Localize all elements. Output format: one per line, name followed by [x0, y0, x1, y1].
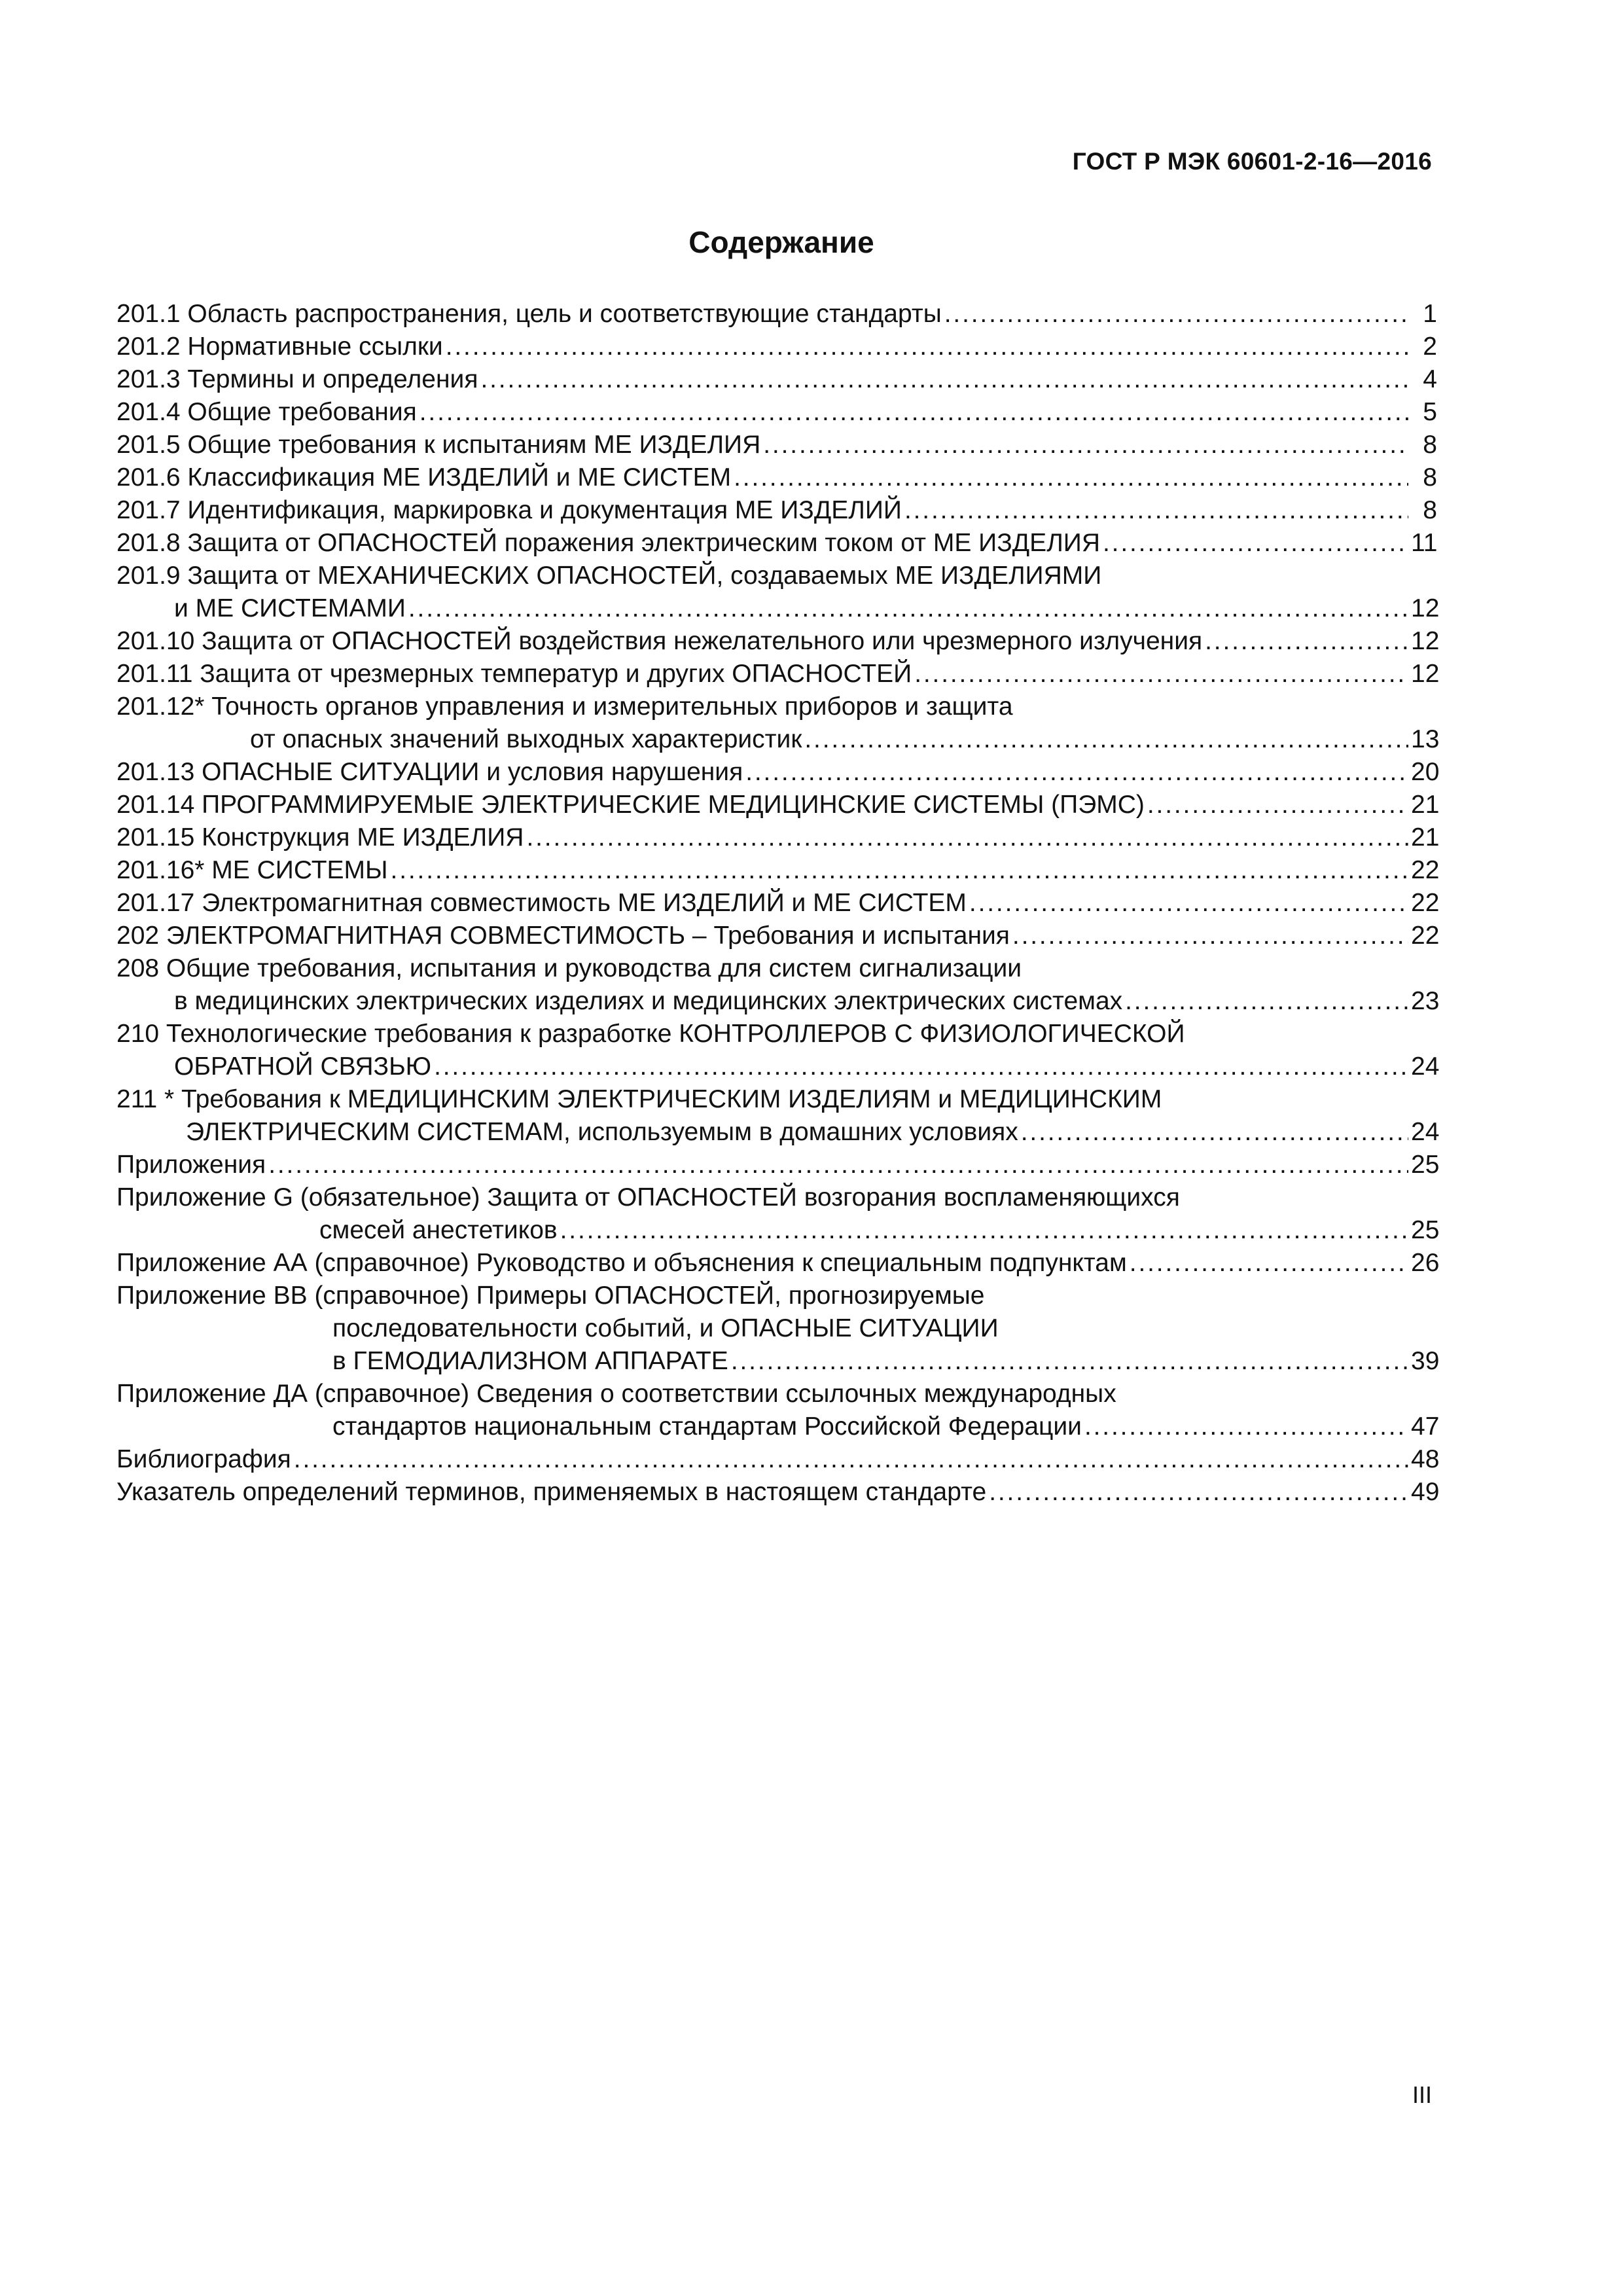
toc-entry-page: 39 — [1411, 1347, 1440, 1375]
toc-leader-dots — [268, 1149, 1408, 1181]
toc-leader-dots — [391, 854, 1408, 887]
toc-entry-page: 21 — [1411, 791, 1440, 819]
toc-leader-dots — [480, 363, 1408, 396]
toc-leader-dots — [1125, 985, 1408, 1018]
toc-entry-title: Указатель определений терминов, применяемых в настоящем стандарте — [116, 1478, 987, 1506]
toc-entry-title: 211 * Требования к МЕДИЦИНСКИМ ЭЛЕКТРИЧЕСКИМ ИЗДЕЛИЯМ и МЕДИЦИНСКИМ — [116, 1085, 1162, 1113]
toc-entry-line[interactable] — [116, 920, 1440, 952]
toc-entry-page: 5 — [1423, 398, 1437, 426]
toc-entry-line[interactable] — [116, 429, 1437, 461]
toc-entry-line[interactable] — [116, 363, 1437, 396]
toc-leader-dots — [434, 1050, 1408, 1083]
toc-entry-title: 208 Общие требования, испытания и руководства для систем сигнализации — [116, 954, 1022, 982]
toc-entry-page: 2 — [1423, 332, 1437, 361]
toc-leader-dots — [419, 396, 1408, 429]
toc-entry-title: Приложение G (обязательное) Защита от ОПАСНОСТЕЙ возгорания воспламеняющихся — [116, 1183, 1180, 1211]
toc-entry-line[interactable] — [116, 952, 1437, 985]
toc-entry-page: 23 — [1411, 987, 1440, 1015]
toc-leader-dots — [446, 331, 1408, 363]
toc-leader-dots — [294, 1443, 1408, 1476]
toc-leader-dots — [1130, 1247, 1408, 1280]
toc-entry-page: 25 — [1411, 1151, 1440, 1179]
toc-entry-line[interactable] — [116, 723, 1440, 756]
toc-entry-title: 201.15 Конструкция МЕ ИЗДЕЛИЯ — [116, 823, 524, 852]
toc-entry-line[interactable] — [116, 1378, 1437, 1410]
toc-leader-dots — [944, 298, 1408, 331]
toc-entry-line[interactable] — [116, 1345, 1440, 1378]
toc-entry-title: 201.5 Общие требования к испытаниям МЕ ИЗДЕЛИЯ — [116, 431, 761, 459]
table-of-contents — [116, 298, 1440, 1509]
toc-entry-title: 201.3 Термины и определения — [116, 365, 478, 393]
toc-entry-line[interactable] — [116, 691, 1437, 723]
toc-entry-line[interactable] — [116, 789, 1440, 821]
toc-entry-title: 201.10 Защита от ОПАСНОСТЕЙ воздействия нежелательного или чрезмерного излучения — [116, 627, 1203, 655]
document-code: ГОСТ Р МЭК 60601-2-16—2016 — [1072, 148, 1432, 175]
toc-leader-dots — [526, 821, 1408, 854]
toc-entry-title: 201.1 Область распространения, цель и соответствующие стандарты — [116, 300, 942, 328]
toc-entry-title: ЭЛЕКТРИЧЕСКИМ СИСТЕМАМ, используемым в домашних условиях — [186, 1118, 1018, 1146]
toc-entry-line[interactable] — [116, 1149, 1440, 1181]
toc-entry-title: ОБРАТНОЙ СВЯЗЬЮ — [174, 1052, 432, 1081]
toc-entry-page: 8 — [1423, 496, 1437, 524]
toc-entry-line[interactable] — [116, 658, 1440, 691]
toc-entry-page: 25 — [1411, 1216, 1440, 1244]
toc-leader-dots — [745, 756, 1408, 789]
toc-entry-page: 8 — [1423, 463, 1437, 492]
toc-entry-line[interactable] — [116, 1312, 1437, 1345]
toc-entry-title: 201.13 ОПАСНЫЕ СИТУАЦИИ и условия нарушения — [116, 758, 743, 786]
toc-entry-line[interactable] — [116, 854, 1440, 887]
toc-entry-line[interactable] — [116, 560, 1437, 592]
toc-entry-title: и МЕ СИСТЕМАМИ — [174, 594, 406, 622]
toc-entry-line[interactable] — [116, 1116, 1440, 1149]
toc-entry-page: 12 — [1411, 594, 1440, 622]
toc-entry-page: 20 — [1411, 758, 1440, 786]
toc-entry-title: Приложение АА (справочное) Руководство и объяснения к специальным подпунктам — [116, 1249, 1127, 1277]
toc-entry-line[interactable] — [116, 331, 1437, 363]
toc-entry-page: 8 — [1423, 431, 1437, 459]
toc-leader-dots — [1103, 527, 1408, 560]
toc-entry-page: 47 — [1411, 1412, 1440, 1441]
toc-leader-dots — [1084, 1410, 1408, 1443]
toc-entry-title: смесей анестетиков — [319, 1216, 558, 1244]
toc-entry-page: 26 — [1411, 1249, 1440, 1277]
toc-entry-title: 202 ЭЛЕКТРОМАГНИТНАЯ СОВМЕСТИМОСТЬ – Требования и испытания — [116, 922, 1010, 950]
toc-entry-page: 24 — [1411, 1052, 1440, 1081]
toc-entry-title: 201.12* Точность органов управления и измерительных приборов и защита — [116, 692, 1013, 721]
toc-entry-page: 12 — [1411, 627, 1440, 655]
toc-leader-dots — [904, 494, 1408, 527]
toc-entry-page: 24 — [1411, 1118, 1440, 1146]
toc-entry-line[interactable] — [116, 1214, 1440, 1247]
page-number: III — [1412, 2081, 1432, 2108]
toc-entry-page: 49 — [1411, 1478, 1440, 1506]
toc-entry-line[interactable] — [116, 1476, 1440, 1509]
toc-entry-line[interactable] — [116, 1280, 1437, 1312]
toc-entry-title: 201.8 Защита от ОПАСНОСТЕЙ поражения электрическим током от МЕ ИЗДЕЛИЯ — [116, 529, 1100, 557]
toc-entry-title: 201.2 Нормативные ссылки — [116, 332, 443, 361]
toc-leader-dots — [560, 1214, 1408, 1247]
toc-entry-line[interactable] — [116, 1247, 1440, 1280]
toc-entry-line[interactable] — [116, 461, 1437, 494]
toc-entry-title: 201.16* МЕ СИСТЕМЫ — [116, 856, 388, 884]
toc-entry-title: Приложение ДА (справочное) Сведения о соответствии ссылочных международных — [116, 1380, 1116, 1408]
toc-leader-dots — [408, 592, 1408, 625]
toc-entry-title: 201.11 Защита от чрезмерных температур и других ОПАСНОСТЕЙ — [116, 660, 912, 688]
toc-leader-dots — [989, 1476, 1408, 1509]
toc-entry-page: 21 — [1411, 823, 1440, 852]
toc-leader-dots — [1021, 1116, 1408, 1149]
toc-entry-line[interactable] — [116, 1410, 1440, 1443]
toc-entry-page: 12 — [1411, 660, 1440, 688]
toc-entry-page: 11 — [1411, 529, 1438, 557]
toc-entry-line[interactable] — [116, 1443, 1440, 1476]
toc-entry-line[interactable] — [116, 1083, 1437, 1116]
toc-entry-line[interactable] — [116, 592, 1440, 625]
toc-entry-title: 210 Технологические требования к разработке КОНТРОЛЛЕРОВ С ФИЗИОЛОГИЧЕСКОЙ — [116, 1020, 1185, 1048]
page-title: Содержание — [688, 225, 874, 259]
toc-leader-dots — [731, 1345, 1408, 1378]
toc-entry-title: Приложение ВВ (справочное) Примеры ОПАСНОСТЕЙ, прогнозируемые — [116, 1282, 985, 1310]
toc-entry-line[interactable] — [116, 985, 1440, 1018]
toc-entry-page: 22 — [1411, 889, 1440, 917]
toc-leader-dots — [804, 723, 1408, 756]
toc-entry-line[interactable] — [116, 1181, 1437, 1214]
toc-entry-title: 201.7 Идентификация, маркировка и документация МЕ ИЗДЕЛИЙ — [116, 496, 902, 524]
toc-entry-page: 13 — [1411, 725, 1440, 753]
toc-entry-title: в ГЕМОДИАЛИЗНОМ АППАРАТЕ — [332, 1347, 728, 1375]
toc-entry-title: Библиография — [116, 1445, 291, 1473]
toc-entry-title: Приложения — [116, 1151, 266, 1179]
toc-entry-line[interactable] — [116, 887, 1440, 920]
toc-entry-page: 48 — [1411, 1445, 1440, 1473]
toc-entry-title: 201.14 ПРОГРАММИРУЕМЫЕ ЭЛЕКТРИЧЕСКИЕ МЕДИЦИНСКИЕ СИСТЕМЫ (ПЭМС) — [116, 791, 1145, 819]
toc-entry-title: в медицинских электрических изделиях и медицинских электрических системах — [174, 987, 1123, 1015]
toc-entry-line[interactable] — [116, 756, 1440, 789]
toc-entry-title: 201.9 Защита от МЕХАНИЧЕСКИХ ОПАСНОСТЕЙ, создаваемых МЕ ИЗДЕЛИЯМИ — [116, 562, 1102, 590]
toc-entry-title: стандартов национальным стандартам Российской Федерации — [332, 1412, 1082, 1441]
toc-entry-line[interactable] — [116, 396, 1437, 429]
toc-entry-page: 22 — [1411, 856, 1440, 884]
toc-entry-line[interactable] — [116, 1050, 1440, 1083]
toc-entry-line[interactable] — [116, 625, 1440, 658]
toc-entry-title: 201.4 Общие требования — [116, 398, 417, 426]
toc-entry-page: 22 — [1411, 922, 1440, 950]
toc-entry-line[interactable] — [116, 298, 1437, 331]
toc-entry-line[interactable] — [116, 494, 1437, 527]
toc-entry-line[interactable] — [116, 1018, 1437, 1050]
toc-leader-dots — [1205, 625, 1408, 658]
toc-entry-page: 4 — [1423, 365, 1437, 393]
toc-entry-title: последовательности событий, и ОПАСНЫЕ СИТУАЦИИ — [332, 1314, 999, 1342]
toc-leader-dots — [763, 429, 1408, 461]
toc-entry-page: 1 — [1423, 300, 1437, 328]
toc-entry-line[interactable] — [116, 527, 1437, 560]
toc-leader-dots — [1012, 920, 1408, 952]
toc-leader-dots — [914, 658, 1408, 691]
toc-entry-title: от опасных значений выходных характеристик — [250, 725, 802, 753]
toc-entry-title: 201.6 Классификация МЕ ИЗДЕЛИЙ и МЕ СИСТЕМ — [116, 463, 732, 492]
toc-leader-dots — [969, 887, 1408, 920]
toc-entry-title: 201.17 Электромагнитная совместимость МЕ ИЗДЕЛИЙ и МЕ СИСТЕМ — [116, 889, 967, 917]
toc-leader-dots — [734, 461, 1408, 494]
toc-entry-line[interactable] — [116, 821, 1440, 854]
toc-leader-dots — [1147, 789, 1408, 821]
